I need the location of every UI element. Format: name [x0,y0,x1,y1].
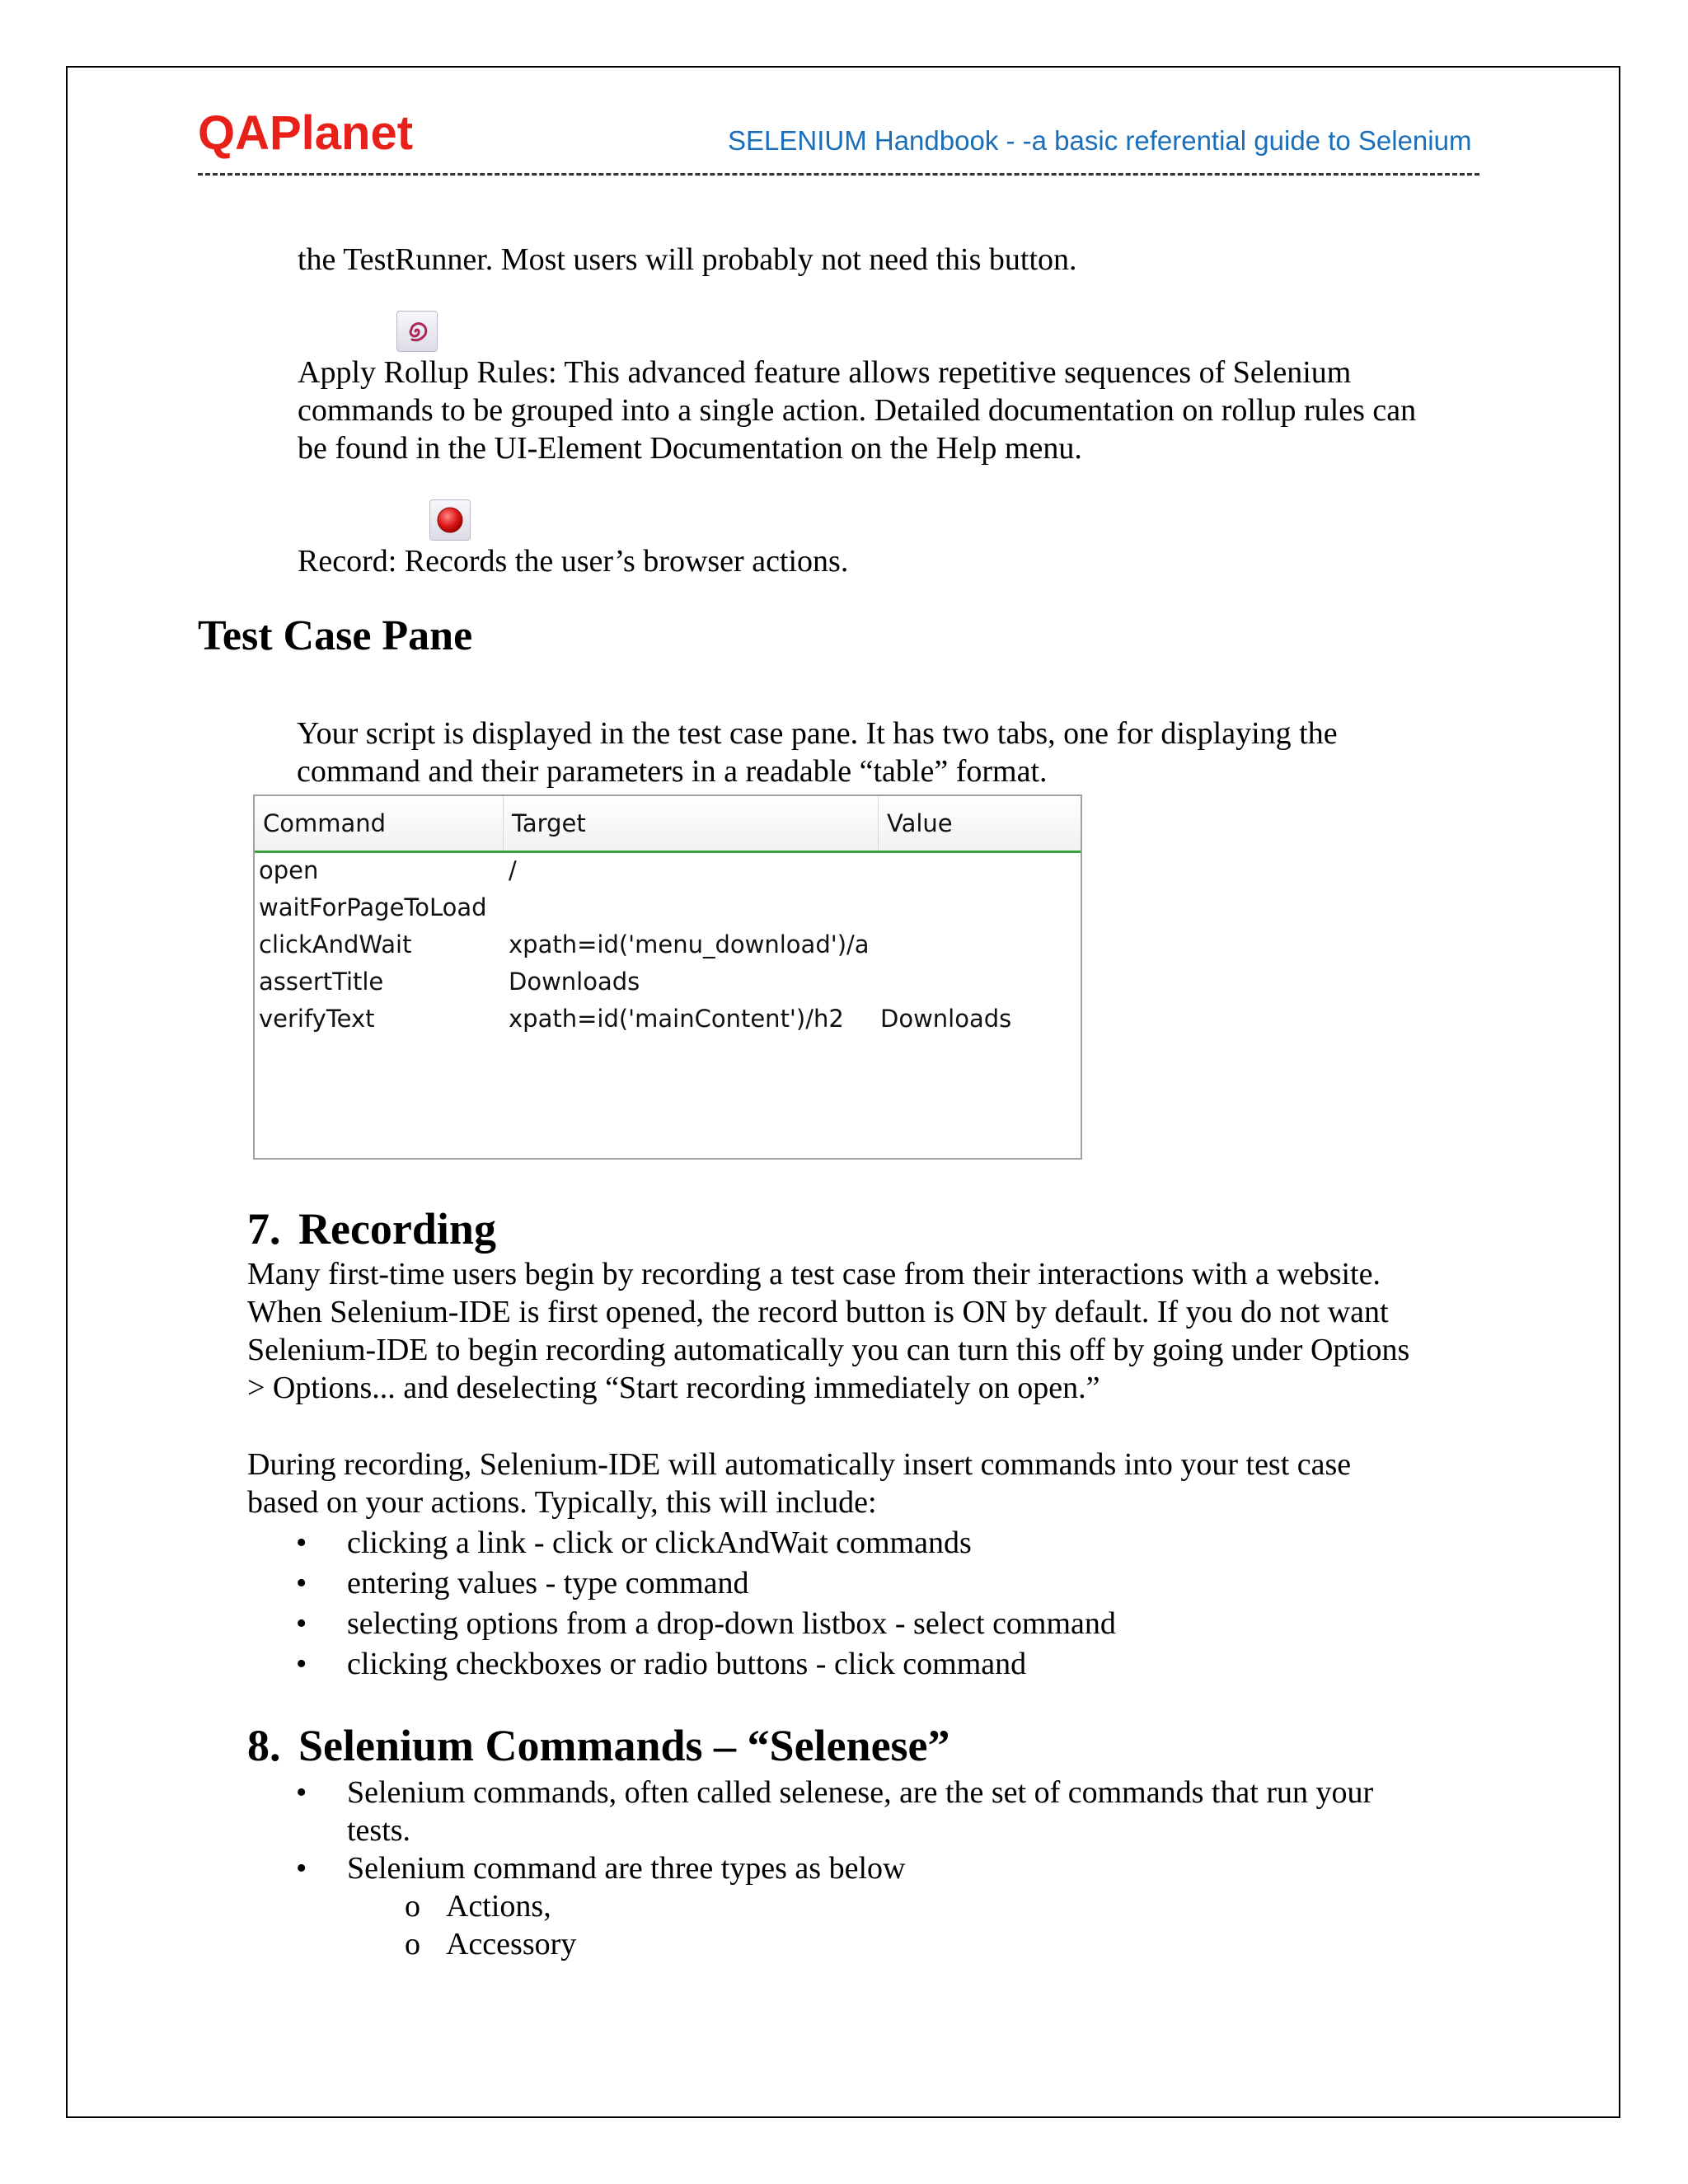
recording-line: When Selenium-IDE is first opened, the record button is ON by default. If you do not want [247,1295,1389,1329]
bullet-text: Selenium commands, often called selenese, are the set of commands that run your [347,1775,1374,1810]
rollup-spiral-icon [402,316,432,346]
recording-paragraph-1 [247,1255,1409,1407]
cell-command: assertTitle [259,968,384,996]
list-item [296,1644,1116,1685]
bullet-text: tests. [347,1813,411,1848]
rollup-icon [396,311,438,352]
bullet-marker: • [296,1606,307,1641]
recording-heading [247,1203,496,1254]
bullet-marker: • [296,1851,307,1886]
cell-command: waitForPageToLoad [259,893,487,921]
intro-continuation: the TestRunner. Most users will probably not need this button. [298,242,1077,277]
table-row[interactable] [255,1001,1081,1038]
list-item [405,1925,577,1963]
column-header-target[interactable]: Target [504,796,879,851]
section-number: 7. [247,1204,281,1254]
recording-line: During recording, Selenium-IDE will automatically insert commands into your test case [247,1447,1352,1482]
record-description: Record: Records the user’s browser actions. [298,544,849,579]
recording-line: Selenium-IDE to begin recording automatically you can turn this off by going under Options [247,1333,1410,1367]
selenese-heading [247,1720,950,1771]
record-icon [429,499,471,541]
cell-target: / [509,856,517,884]
rollup-line: commands to be grouped into a single action. Detailed documentation on rollup rules can [298,393,1417,428]
list-item [405,1887,576,1925]
header-divider [198,173,1479,176]
sub-bullet-marker: o [405,1889,420,1924]
section-number: 8. [247,1721,281,1770]
cell-target: xpath=id('mainContent')/h2 [509,1005,844,1033]
list-item [296,1849,1373,1887]
selenese-sub-list [405,1887,577,1963]
sub-item-text: Accessory [446,1927,577,1961]
table-row[interactable] [255,889,1081,926]
table-row[interactable] [255,926,1081,963]
test-case-pane-description [297,715,1338,790]
cell-command: verifyText [259,1005,375,1033]
command-table [253,794,1082,1160]
test-case-line: Your script is displayed in the test case pane. It has two tabs, one for displaying the [297,716,1338,751]
header-subtitle: SELENIUM Handbook - -a basic referential guide to Selenium [728,125,1472,156]
table-row[interactable] [255,963,1081,1001]
test-case-pane-heading: Test Case Pane [198,612,473,659]
rollup-line: Apply Rollup Rules: This advanced feature allows repetitive sequences of Selenium [298,355,1352,390]
section-title: Selenium Commands – “Selenese” [298,1721,950,1770]
test-case-line: command and their parameters in a readable “table” format. [297,754,1048,789]
recording-paragraph-2 [247,1446,1351,1521]
bullet-marker: • [296,1566,307,1601]
recording-line: based on your actions. Typically, this will include: [247,1485,877,1520]
cell-command: clickAndWait [259,930,412,958]
bullet-marker: • [296,1775,307,1810]
cell-target: Downloads [509,968,640,996]
recording-line: Many first-time users begin by recording a test case from their interactions with a website. [247,1257,1381,1291]
table-header [255,796,1081,853]
list-item [296,1563,1116,1604]
section-title: Recording [298,1204,496,1254]
cell-command: open [259,856,319,884]
recording-bullet-list [296,1523,1116,1685]
list-item [296,1523,1116,1563]
column-header-value[interactable]: Value [887,809,953,837]
bullet-text: clicking a link - click or clickAndWait commands [347,1526,972,1560]
table-row[interactable] [255,852,1081,889]
sub-item-text: Actions, [446,1889,551,1924]
bullet-text: clicking checkboxes or radio buttons - click command [347,1647,1027,1681]
rollup-line: be found in the UI-Element Documentation on the Help menu. [298,431,1082,466]
bullet-text: selecting options from a drop-down listbox - select command [347,1606,1116,1641]
bullet-text: entering values - type command [347,1566,749,1601]
recording-line: > Options... and deselecting “Start recording immediately on open.” [247,1371,1100,1405]
brand-logo: QAPlanet [198,106,414,160]
bullet-marker: • [296,1526,307,1560]
cell-value: Downloads [880,1005,1012,1033]
record-dot-icon [435,505,465,535]
list-item [296,1604,1116,1644]
selenese-bullet-list [296,1774,1374,1887]
column-header-command[interactable]: Command [255,796,504,851]
cell-target: xpath=id('menu_download')/a [509,930,870,958]
rollup-description [298,354,1416,467]
bullet-text: Selenium command are three types as below [347,1851,906,1886]
bullet-marker: • [296,1647,307,1681]
sub-bullet-marker: o [405,1927,420,1961]
list-item [296,1774,1374,1849]
